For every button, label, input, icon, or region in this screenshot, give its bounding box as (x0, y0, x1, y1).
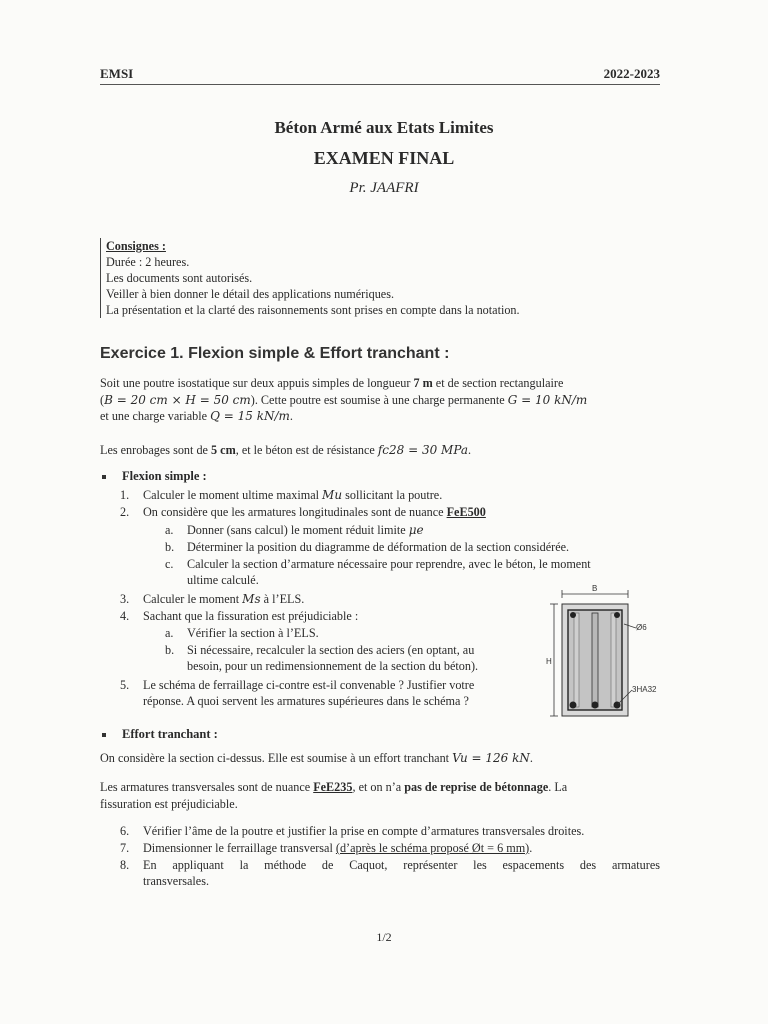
q-number: 8. (120, 858, 130, 872)
course-title: Béton Armé aux Etats Limites (274, 118, 494, 137)
consigne-line: Durée : 2 heures. (106, 255, 190, 269)
question-5 (120, 677, 540, 709)
q-text: sollicitant la poutre. (342, 488, 443, 502)
question-4 (120, 608, 358, 624)
permanent-load: G = 10 kN/m (507, 392, 588, 407)
q-text: Si nécessaire, recalculer la section des aciers (en optant, au (187, 643, 475, 657)
bottom-bar (570, 702, 577, 709)
math-term: μe (408, 523, 424, 537)
beam-length: 7 m (413, 376, 433, 390)
question-1 (120, 487, 442, 503)
consignes-box (100, 238, 676, 318)
label-bars: 3HA32 (632, 685, 657, 694)
p-text: , et on n’a (352, 780, 405, 794)
q-text: besoin, pour un redimensionnement de la section du béton). (187, 659, 479, 673)
q-text: transversales. (143, 874, 209, 888)
q-number: 4. (120, 609, 130, 623)
bullet-square (102, 733, 106, 737)
tranchant-paragraph-1 (100, 750, 670, 767)
q-number: 7. (120, 841, 130, 855)
school-name: EMSI (100, 66, 134, 81)
q-text: . (529, 841, 533, 855)
question-2b (165, 539, 569, 555)
math-term: Ms (242, 592, 261, 606)
concrete-strength: fc28 = 30 MPa (377, 443, 469, 457)
tranchant-heading (102, 727, 218, 742)
page-number: 1/2 (376, 930, 392, 944)
p-text: Les armatures transversales sont de nuance (100, 780, 314, 794)
bar-line (592, 613, 598, 707)
consigne-line: Les documents sont autorisés. (106, 271, 253, 285)
q-text: Vérifier la section à l’ELS. (187, 626, 319, 640)
q-number: 3. (120, 592, 130, 606)
q-underlined: (d’après le schéma proposé Øt = 6 mm) (335, 841, 530, 855)
enrobage-text: Les enrobages sont de (100, 443, 212, 457)
section-dims: B = 20 cm × H = 50 cm (104, 392, 251, 407)
top-bar (570, 612, 576, 618)
q-letter: a. (165, 523, 174, 537)
intro-text: Soit une poutre isostatique sur deux appuis simples de longueur (100, 376, 414, 390)
top-bar (614, 612, 620, 618)
q-text: à l’ELS. (260, 592, 305, 606)
enrobage-paragraph (100, 442, 670, 459)
q-letter: b. (165, 540, 175, 554)
bar-line (611, 613, 616, 707)
question-8 (120, 857, 660, 889)
enrobage-text: , et le béton est de résistance (235, 443, 378, 457)
professor-name: Pr. JAAFRI (349, 180, 419, 196)
q-number: 2. (120, 505, 130, 519)
exercise-title: Exercice 1. Flexion simple & Effort tranchant : (100, 345, 450, 362)
exercise-intro (100, 375, 670, 425)
tranchant-title: Effort tranchant : (122, 727, 218, 741)
q-text: Calculer le moment ultime maximal (143, 488, 323, 502)
intro-text: et de section rectangulaire (432, 376, 564, 390)
p-bold: pas de reprise de bétonnage (404, 780, 549, 794)
flexion-title: Flexion simple : (122, 469, 207, 483)
q-letter: c. (165, 557, 174, 571)
label-b: B (592, 584, 598, 593)
question-6 (120, 823, 584, 839)
question-4b (165, 642, 545, 674)
math-term: Mu (322, 488, 343, 502)
q-number: 5. (120, 678, 130, 692)
cover-value: 5 cm (211, 443, 236, 457)
q-text: Vérifier l’âme de la poutre et justifier la prise en compte d’armatures transversales droites. (143, 824, 585, 838)
tranchant-paragraph-2 (100, 779, 670, 812)
q-text: réponse. A quoi servent les armatures supérieures dans le schéma ? (143, 694, 469, 708)
intro-text: ( (100, 392, 105, 407)
bottom-bar (592, 702, 599, 709)
intro-text: . (289, 409, 293, 423)
p-text: fissuration est préjudiciable. (100, 796, 238, 811)
academic-year: 2022-2023 (603, 66, 660, 81)
q-text: Calculer la section d’armature nécessaire pour reprendre, avec le béton, le moment (187, 557, 591, 571)
question-2 (120, 504, 486, 520)
q-text: Calculer le moment (143, 592, 243, 606)
flexion-heading (102, 469, 207, 484)
exam-title: EXAMEN FINAL (313, 148, 455, 168)
question-7 (120, 840, 532, 856)
q-letter: a. (165, 626, 174, 640)
q-text: Le schéma de ferraillage ci-contre est-il convenable ? Justifier votre (143, 678, 475, 692)
q-text: On considère que les armatures longitudinales sont de nuance (143, 505, 447, 519)
question-4a (165, 625, 319, 641)
reinforcement-figure (540, 580, 670, 722)
intro-text: et une charge variable (100, 409, 211, 423)
variable-load: Q = 15 kN/m (210, 409, 290, 423)
bullet-square (102, 475, 106, 479)
consigne-line: Veiller à bien donner le détail des applications numériques. (106, 287, 395, 301)
q-text: Sachant que la fissuration est préjudiciable : (143, 609, 359, 623)
q-letter: b. (165, 643, 175, 657)
enrobage-text: . (468, 443, 472, 457)
q-number: 1. (120, 488, 130, 502)
bar-line (574, 613, 579, 707)
intro-text: ). Cette poutre est soumise à une charge permanente (250, 392, 508, 407)
question-3 (120, 591, 304, 607)
question-2a (165, 522, 424, 538)
shear-force: Vu = 126 kN (452, 751, 530, 765)
header-rule (100, 84, 660, 85)
label-h: H (546, 657, 552, 666)
q-text: En appliquant la méthode de Caquot, représenter les espacements des armatures (143, 858, 660, 872)
steel-grade: FeE235 (313, 780, 353, 794)
consigne-line: La présentation et la clarté des raisonnements sont prises en compte dans la notation. (106, 303, 520, 317)
q-text: Dimensionner le ferraillage transversal (143, 841, 336, 855)
q-number: 6. (120, 824, 130, 838)
q-text: ultime calculé. (187, 573, 259, 587)
label-stirrup: Ø6 (636, 623, 647, 632)
p-text: . (529, 751, 533, 765)
p-text: . La (548, 780, 568, 794)
consignes-heading: Consignes : (106, 239, 166, 253)
steel-grade: FeE500 (446, 505, 486, 519)
p-text: On considère la section ci-dessus. Elle est soumise à un effort tranchant (100, 751, 453, 765)
q-text: Donner (sans calcul) le moment réduit limite (187, 523, 409, 537)
q-text: Déterminer la position du diagramme de déformation de la section considérée. (187, 540, 570, 554)
